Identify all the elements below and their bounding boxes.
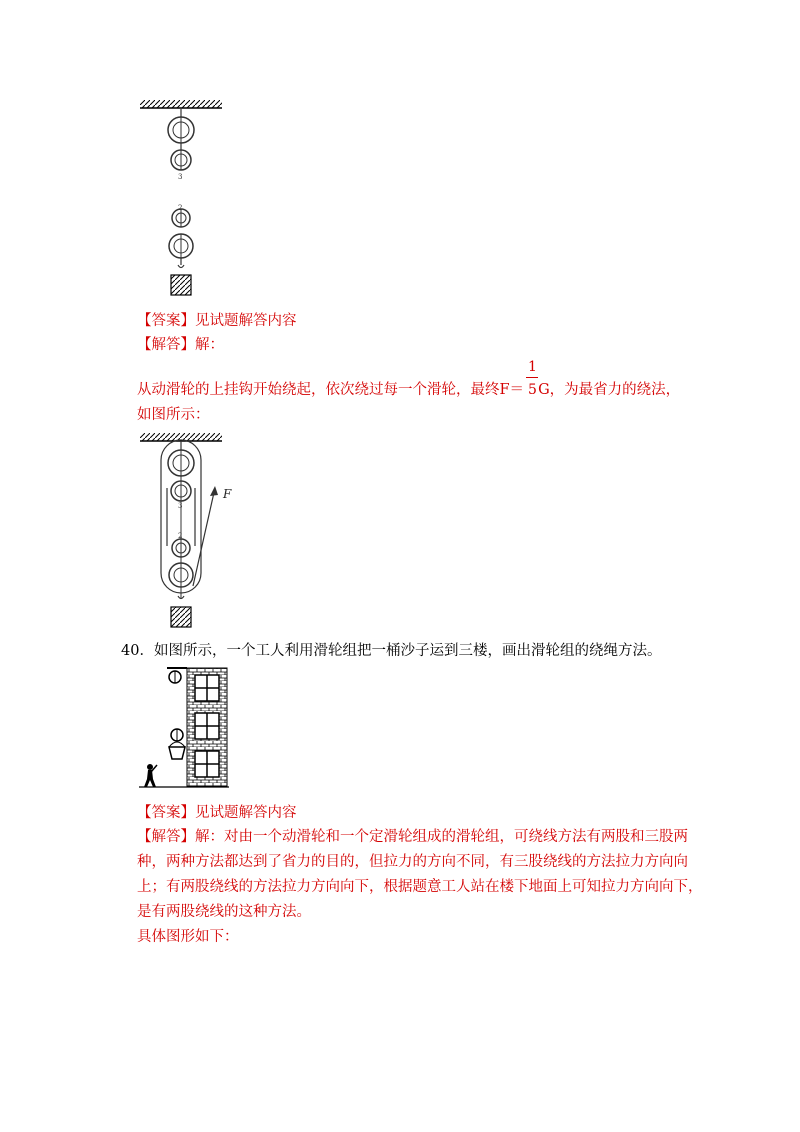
explanation-before: 从动滑轮的上挂钩开始绕起，依次绕过每一个滑轮，最终F＝ — [137, 382, 525, 398]
movable-pulley-small — [172, 209, 190, 227]
pulley-label-3: 3 — [178, 173, 183, 181]
solution-line-3: 上；有两股绕线的方法拉力方向向下，根据题意工人站在楼下地面上可知拉力方向向下， — [137, 879, 703, 895]
movable-pulley-large — [169, 234, 193, 268]
explanation-line-1 — [137, 380, 680, 400]
load-block-2 — [171, 596, 191, 627]
question-number: 40． — [121, 643, 154, 659]
pulleys-2 — [168, 441, 194, 598]
movable-pulley-bucket — [169, 729, 185, 759]
force-label: F — [223, 487, 232, 501]
building-diagram — [137, 663, 237, 793]
windows — [195, 675, 219, 777]
pulley-diagram-1 — [135, 95, 245, 295]
solution-line-4: 是有两股绕线的这种方法。 — [137, 904, 311, 920]
question-text: 如图所示，一个工人利用滑轮组把一桶沙子运到三楼，画出滑轮组的绕绳方法。 — [153, 643, 662, 659]
solution-line-1: 【解答】解：对由一个动滑轮和一个定滑轮组成的滑轮组，可绕线方法有两股和三股两 — [137, 829, 688, 845]
explanation-after: G，为最省力的绕法， — [538, 382, 681, 398]
fraction-bar — [526, 377, 538, 378]
worker-figure — [144, 764, 157, 787]
pulley-label-2-fig2: 2 — [178, 532, 183, 540]
pulley-label-3-fig2: 3 — [178, 502, 183, 510]
fraction-denominator: 5 — [528, 382, 537, 398]
pulley-diagram-2 — [135, 428, 255, 628]
load-block — [171, 275, 191, 295]
answer-label-1: 【答案】见试题解答内容 — [137, 313, 297, 329]
explanation-line-2: 如图所示： — [137, 407, 210, 423]
fixed-pulley-beam — [167, 668, 187, 683]
pull-rope-arrow — [193, 486, 218, 586]
fraction-numerator: 1 — [528, 359, 537, 375]
pulley-label-2: 2 — [178, 204, 183, 212]
answer-label-40: 【答案】见试题解答内容 — [137, 805, 297, 821]
fixed-pulley-large — [168, 108, 194, 143]
ceiling — [140, 100, 222, 108]
closing-line: 具体图形如下： — [137, 929, 239, 945]
question-40 — [121, 641, 661, 661]
solution-line-2: 种，两种方法都达到了省力的目的，但拉力的方向不同，有三股绕线的方法拉力方向向 — [137, 854, 688, 870]
solution-label-1: 【解答】解： — [137, 337, 224, 353]
fixed-pulley-small — [171, 143, 191, 170]
